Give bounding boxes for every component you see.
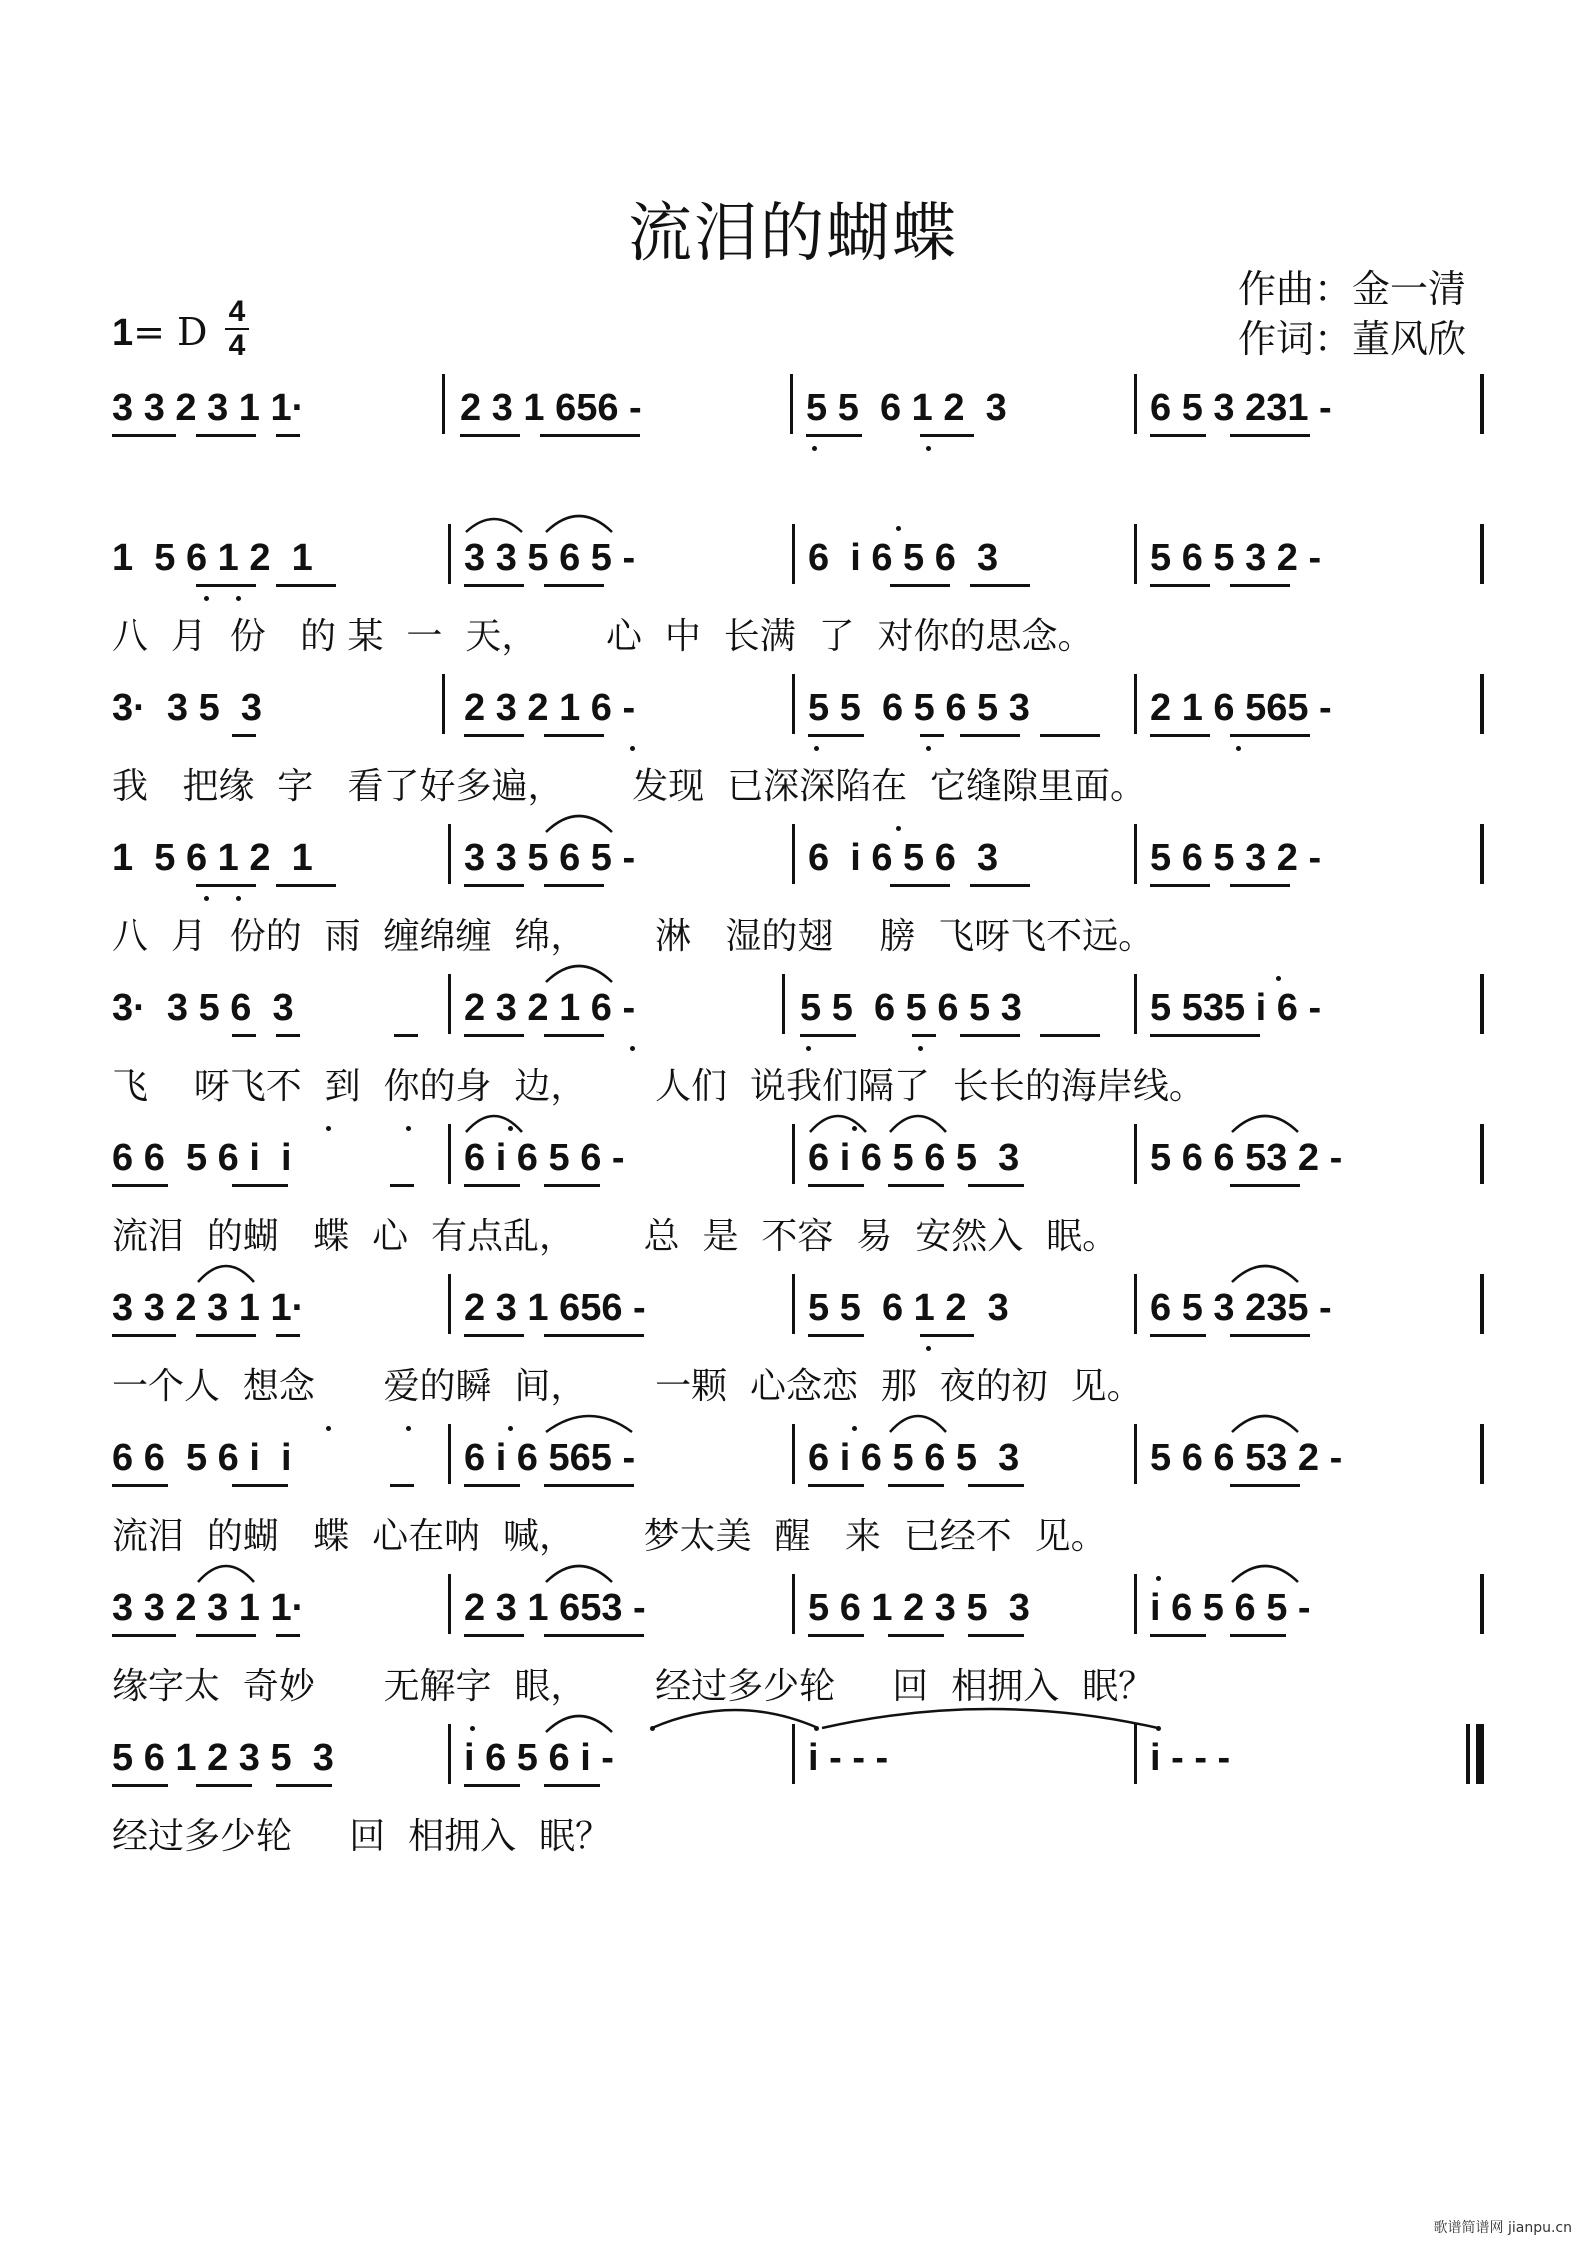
underline xyxy=(112,1484,168,1487)
slur xyxy=(464,510,524,534)
underline xyxy=(1230,1334,1310,1337)
lyric-line: 缘字太 奇妙 无解字 眼， 经过多少轮 回 相拥入 眠？ xyxy=(112,1666,1155,1707)
barline xyxy=(1480,524,1484,584)
composer-credit: 作曲：金一清 xyxy=(1238,267,1467,311)
measure: i 6 5 6 5 - xyxy=(1150,1587,1311,1629)
underline xyxy=(920,734,944,737)
slur xyxy=(1230,1556,1300,1584)
barline xyxy=(448,1424,451,1484)
underline xyxy=(196,434,256,437)
measure: 3 3 2 3 1 1· xyxy=(112,1287,305,1329)
measure: 5 5 6 5 6 5 3 xyxy=(800,987,1022,1029)
slur xyxy=(196,1556,256,1584)
underline xyxy=(1230,434,1310,437)
barline xyxy=(1134,1724,1137,1784)
low-octave-dot xyxy=(814,746,819,751)
underline xyxy=(800,1034,856,1037)
measure: 2 3 1 656 - xyxy=(460,387,642,429)
barline xyxy=(1134,1124,1137,1184)
barline xyxy=(448,974,451,1034)
underline xyxy=(276,434,300,437)
underline xyxy=(1150,1334,1206,1337)
low-octave-dot xyxy=(204,596,209,601)
key-signature xyxy=(112,310,208,355)
barline xyxy=(792,674,795,734)
underline xyxy=(544,1334,644,1337)
low-octave-dot xyxy=(236,596,241,601)
measure: 6 5 3 231 - xyxy=(1150,387,1332,429)
underline xyxy=(544,1634,644,1637)
underline xyxy=(970,584,1030,587)
underline xyxy=(544,1484,634,1487)
underline xyxy=(968,1184,1024,1187)
underline xyxy=(808,1484,864,1487)
underline xyxy=(544,734,604,737)
barline xyxy=(448,1574,451,1634)
underline xyxy=(888,1184,944,1187)
high-octave-dot xyxy=(852,1426,857,1431)
tie xyxy=(650,1700,820,1730)
high-octave-dot xyxy=(508,1426,513,1431)
underline xyxy=(1150,434,1206,437)
underline xyxy=(888,1484,944,1487)
barline xyxy=(1480,1274,1484,1334)
measure: 2 1 6 565 - xyxy=(1150,687,1332,729)
barline xyxy=(792,1724,795,1784)
lyric-line: 飞 呀飞不 到 你的身 边， 人们 说我们隔了 长长的海岸线。 xyxy=(112,1066,1205,1107)
barline xyxy=(448,1124,451,1184)
underline xyxy=(968,1634,1024,1637)
measure: 3· 3 5 6 3 xyxy=(112,987,294,1029)
slur xyxy=(544,1556,614,1584)
underline xyxy=(112,1634,176,1637)
barline xyxy=(1480,1424,1484,1484)
slur xyxy=(544,506,614,534)
low-octave-dot xyxy=(630,1046,635,1051)
underline xyxy=(912,1034,936,1037)
underline xyxy=(808,1334,864,1337)
low-octave-dot xyxy=(806,1046,811,1051)
underline xyxy=(544,584,604,587)
barline xyxy=(1134,1424,1137,1484)
key-rest: = D xyxy=(133,310,208,354)
barline xyxy=(792,824,795,884)
slur xyxy=(1230,1106,1300,1134)
measure: 3 3 2 3 1 1· xyxy=(112,387,305,429)
underline xyxy=(808,1184,864,1187)
barline xyxy=(448,524,451,584)
time-signature-top: 4 xyxy=(228,295,246,328)
measure: 3· 3 5 3 xyxy=(112,687,262,729)
measure: 5 6 6 53 2 - xyxy=(1150,1137,1343,1179)
underline xyxy=(1150,1034,1260,1037)
underline xyxy=(1150,1634,1206,1637)
underline xyxy=(1230,1634,1286,1637)
underline xyxy=(464,1334,524,1337)
barline xyxy=(448,1724,451,1784)
low-octave-dot xyxy=(1236,746,1241,751)
barline xyxy=(792,1124,795,1184)
tie xyxy=(820,1700,1160,1730)
underline xyxy=(920,1334,974,1337)
measure: 2 3 1 653 - xyxy=(464,1587,646,1629)
underline xyxy=(464,1184,520,1187)
final-barline-thin xyxy=(1466,1724,1470,1784)
measure: i - - - xyxy=(1150,1737,1231,1779)
underline xyxy=(1150,584,1210,587)
lyric-line: 经过多少轮 回 相拥入 眠？ xyxy=(112,1816,611,1857)
high-octave-dot xyxy=(896,526,901,531)
barline xyxy=(792,1424,795,1484)
slur xyxy=(196,1256,256,1284)
measure: 2 3 1 656 - xyxy=(464,1287,646,1329)
underline xyxy=(112,1184,168,1187)
underline xyxy=(808,734,864,737)
measure: 5 6 5 3 2 - xyxy=(1150,837,1322,879)
barline xyxy=(1480,374,1484,434)
measure: 6 i 6 5 6 - xyxy=(464,1137,625,1179)
high-octave-dot xyxy=(896,826,901,831)
underline xyxy=(1040,734,1100,737)
low-octave-dot xyxy=(918,1046,923,1051)
barline xyxy=(1134,974,1137,1034)
underline xyxy=(1040,1034,1100,1037)
barline xyxy=(1134,674,1137,734)
high-octave-dot xyxy=(1276,976,1281,981)
underline xyxy=(276,1634,300,1637)
measure: 5 535 i 6 - xyxy=(1150,987,1322,1029)
underline xyxy=(544,1034,604,1037)
high-octave-dot xyxy=(326,1126,331,1131)
underline xyxy=(112,1784,168,1787)
high-octave-dot xyxy=(326,1426,331,1431)
measure: 2 3 2 1 6 - xyxy=(464,687,636,729)
underline xyxy=(806,434,862,437)
underline xyxy=(196,1784,252,1787)
barline xyxy=(1480,824,1484,884)
underline xyxy=(1150,734,1210,737)
barline xyxy=(442,674,445,734)
measure: 5 6 1 2 3 5 3 xyxy=(112,1737,334,1779)
measure: 6 6 5 6 i i xyxy=(112,1137,292,1179)
low-octave-dot xyxy=(204,896,209,901)
underline xyxy=(540,434,640,437)
measure: 6 5 3 235 - xyxy=(1150,1287,1332,1329)
underline xyxy=(544,1784,600,1787)
slur xyxy=(544,1406,634,1434)
high-octave-dot xyxy=(470,1726,475,1731)
slur xyxy=(888,1406,948,1434)
underline xyxy=(1230,734,1310,737)
barline xyxy=(448,824,451,884)
low-octave-dot xyxy=(926,746,931,751)
underline xyxy=(196,584,256,587)
barline xyxy=(448,1274,451,1334)
underline xyxy=(464,584,524,587)
barline xyxy=(1134,1574,1137,1634)
barline xyxy=(1480,674,1484,734)
song-title: 流泪的蝴蝶 xyxy=(628,197,958,271)
underline xyxy=(232,1184,288,1187)
measure: 3 3 5 6 5 - xyxy=(464,837,636,879)
high-octave-dot xyxy=(1156,1576,1161,1581)
high-octave-dot xyxy=(406,1426,411,1431)
underline xyxy=(890,884,950,887)
low-octave-dot xyxy=(812,446,817,451)
final-barline-thick xyxy=(1476,1724,1484,1784)
slur xyxy=(544,956,614,984)
underline xyxy=(544,884,604,887)
low-octave-dot xyxy=(926,446,931,451)
underline xyxy=(232,734,256,737)
site-footer: 歌谱简谱网 jianpu.cn xyxy=(1433,2220,1572,2236)
low-octave-dot xyxy=(630,746,635,751)
barline xyxy=(1134,824,1137,884)
lyric-line: 我 把缘 字 看了好多遍， 发现 已深深陷在 它缝隙里面。 xyxy=(112,766,1146,807)
underline xyxy=(464,1484,520,1487)
low-octave-dot xyxy=(236,896,241,901)
underline xyxy=(196,1634,256,1637)
measure: 3 3 2 3 1 1· xyxy=(112,1587,305,1629)
slur xyxy=(544,1706,614,1734)
lyric-line: 流泪 的蝴 蝶 心在呐 喊， 梦太美 醒 来 已经不 见。 xyxy=(112,1516,1107,1557)
underline xyxy=(1150,884,1210,887)
underline xyxy=(232,1484,288,1487)
measure: 2 3 2 1 6 - xyxy=(464,987,636,1029)
measure: 1 5 6 1 2 1 xyxy=(112,537,313,579)
measure: 6 6 5 6 i i xyxy=(112,1437,292,1479)
underline xyxy=(464,1034,524,1037)
measure: 6 i 6 5 6 3 xyxy=(808,537,999,579)
underline xyxy=(464,884,524,887)
underline xyxy=(394,1034,418,1037)
slur xyxy=(464,1106,524,1134)
underline xyxy=(276,884,336,887)
underline xyxy=(970,884,1030,887)
underline xyxy=(544,1184,600,1187)
barline xyxy=(792,1574,795,1634)
time-signature-bottom: 4 xyxy=(228,329,246,362)
barline xyxy=(1134,1274,1137,1334)
measure: 3 3 5 6 5 - xyxy=(464,537,636,579)
barline xyxy=(1480,1574,1484,1634)
underline xyxy=(920,434,974,437)
lyric-line: 一个人 想念 爱的瞬 间， 一颗 心念恋 那 夜的初 见。 xyxy=(112,1366,1143,1407)
measure: 5 6 6 53 2 - xyxy=(1150,1437,1343,1479)
barline xyxy=(790,374,793,434)
underline xyxy=(196,1334,256,1337)
barline xyxy=(1134,524,1137,584)
barline xyxy=(1480,1124,1484,1184)
underline xyxy=(112,1334,176,1337)
underline xyxy=(276,584,336,587)
underline xyxy=(890,584,950,587)
measure: 5 6 5 3 2 - xyxy=(1150,537,1322,579)
barline xyxy=(792,524,795,584)
measure: i - - - xyxy=(808,1737,889,1779)
underline xyxy=(232,1034,256,1037)
underline xyxy=(968,1484,1024,1487)
slur xyxy=(808,1106,868,1134)
lyric-line: 流泪 的蝴 蝶 心 有点乱， 总 是 不容 易 安然入 眠。 xyxy=(112,1216,1119,1257)
slur xyxy=(1230,1406,1300,1434)
measure: 6 i 6 5 6 5 3 xyxy=(808,1437,1020,1479)
underline xyxy=(1230,884,1290,887)
underline xyxy=(1230,1184,1300,1187)
slur xyxy=(888,1106,948,1134)
barline xyxy=(792,1274,795,1334)
lyric-line: 八 月 份的 雨 缠绵缠 绵， 淋 湿的翅 膀 飞呀飞不远。 xyxy=(112,916,1155,957)
underline xyxy=(276,1334,300,1337)
measure: 5 5 6 5 6 5 3 xyxy=(808,687,1030,729)
underline xyxy=(390,1184,414,1187)
underline xyxy=(464,734,524,737)
barline xyxy=(1134,374,1137,434)
underline xyxy=(276,1034,300,1037)
barline xyxy=(782,974,785,1034)
lyricist-credit: 作词：董风欣 xyxy=(1238,317,1467,361)
barline xyxy=(1480,974,1484,1034)
underline xyxy=(1230,1484,1300,1487)
measure: 6 i 6 565 - xyxy=(464,1437,636,1479)
measure: 6 i 6 5 6 5 3 xyxy=(808,1137,1020,1179)
underline xyxy=(112,434,176,437)
barline xyxy=(442,374,445,434)
time-signature xyxy=(222,296,252,362)
underline xyxy=(276,1784,332,1787)
underline xyxy=(888,1634,944,1637)
slur xyxy=(544,806,614,834)
measure: 5 5 6 1 2 3 xyxy=(808,1287,1009,1329)
lyric-line: 八 月 份 的 某 一 天， 心 中 长满 了 对你的思念。 xyxy=(112,616,1094,657)
key-one: 1 xyxy=(112,312,134,354)
measure: 6 i 6 5 6 3 xyxy=(808,837,999,879)
underline xyxy=(960,734,1020,737)
underline xyxy=(460,434,520,437)
high-octave-dot xyxy=(406,1126,411,1131)
low-octave-dot xyxy=(926,1346,931,1351)
underline xyxy=(808,1634,864,1637)
underline xyxy=(1230,584,1290,587)
underline xyxy=(464,1784,520,1787)
underline xyxy=(196,884,256,887)
slur xyxy=(1230,1256,1300,1284)
underline xyxy=(960,1034,1020,1037)
underline xyxy=(390,1484,414,1487)
measure: 1 5 6 1 2 1 xyxy=(112,837,313,879)
measure: 5 6 1 2 3 5 3 xyxy=(808,1587,1030,1629)
underline xyxy=(464,1634,524,1637)
measure: i 6 5 6 i - xyxy=(464,1737,614,1779)
measure: 5 5 6 1 2 3 xyxy=(806,387,1007,429)
